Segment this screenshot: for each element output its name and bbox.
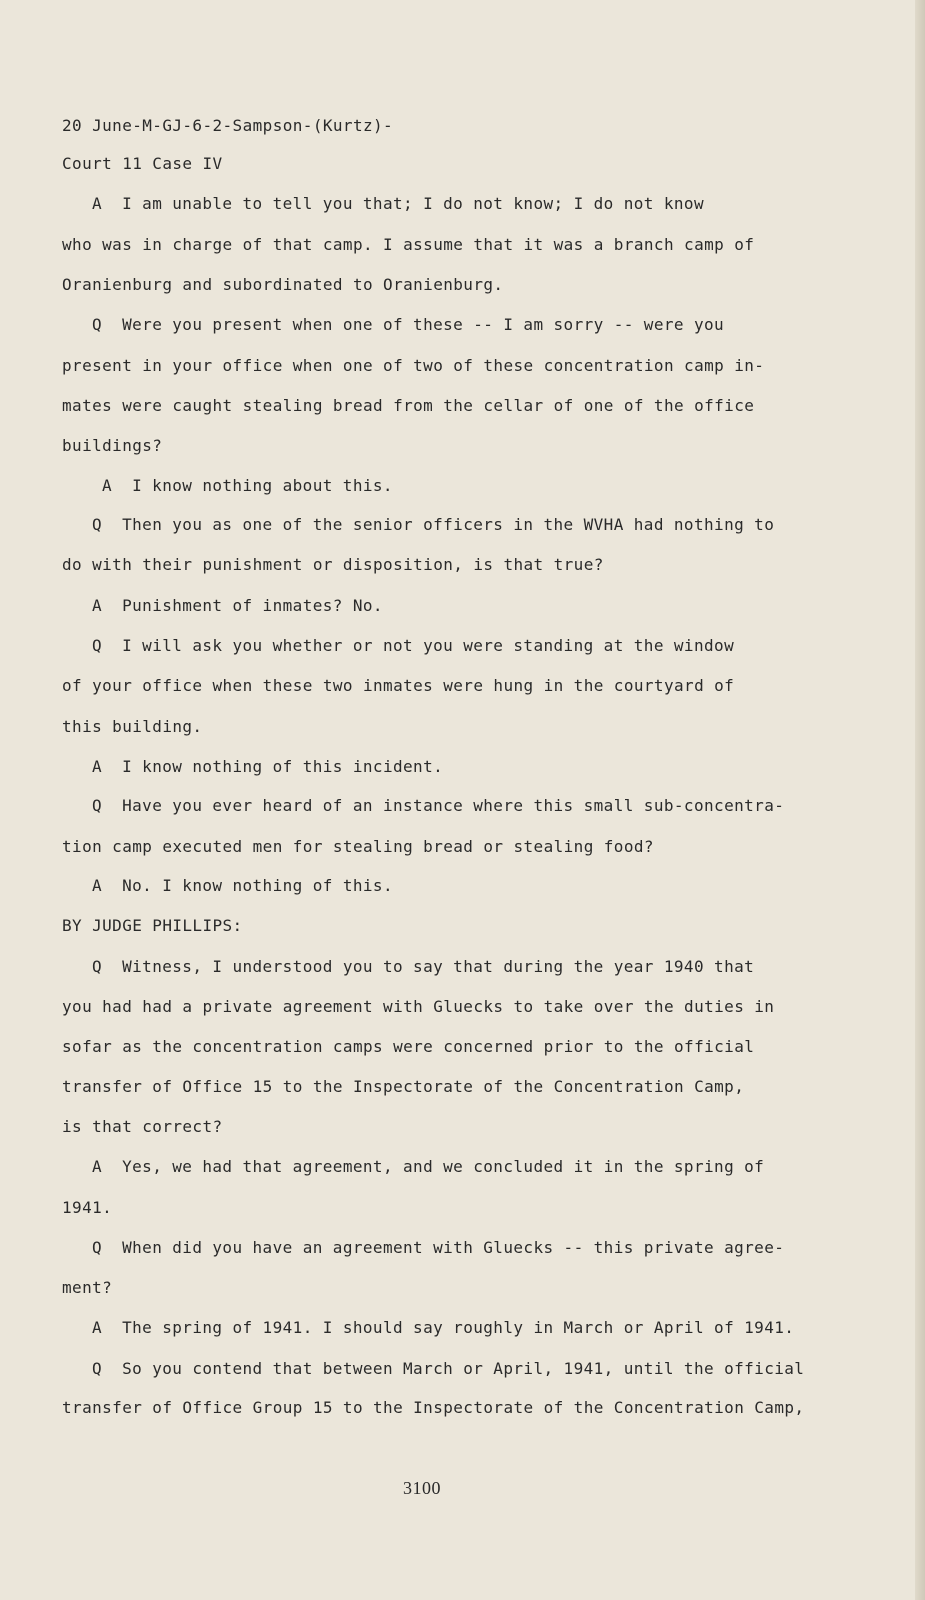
text-line: tion camp executed men for stealing bread or stealing food?: [62, 837, 654, 856]
text-line: A Punishment of inmates? No.: [92, 596, 383, 615]
text-line: do with their punishment or disposition, is that true?: [62, 555, 604, 574]
text-line: of your office when these two inmates were hung in the courtyard of: [62, 676, 735, 695]
text-line: present in your office when one of two of these concentration camp in-: [62, 356, 765, 375]
text-line: A Yes, we had that agreement, and we concluded it in the spring of: [92, 1157, 765, 1176]
text-line: ment?: [62, 1278, 113, 1297]
text-line: transfer of Office 15 to the Inspectorate of the Concentration Camp,: [62, 1077, 745, 1096]
text-line: Q Have you ever heard of an instance where this small sub-concentra-: [92, 796, 785, 815]
header-line: 20 June-M-GJ-6-2-Sampson-(Kurtz)-: [62, 116, 394, 135]
text-line: transfer of Office Group 15 to the Inspectorate of the Concentration Camp,: [62, 1398, 805, 1417]
text-line: is that correct?: [62, 1117, 223, 1136]
text-line: sofar as the concentration camps were concerned prior to the official: [62, 1037, 755, 1056]
text-line: who was in charge of that camp. I assume that it was a branch camp of: [62, 235, 755, 254]
text-line: Q So you contend that between March or April, 1941, until the official: [92, 1359, 805, 1378]
text-line: you had had a private agreement with Gluecks to take over the duties in: [62, 997, 775, 1016]
court-line: Court 11 Case IV: [62, 154, 223, 173]
text-line: 1941.: [62, 1198, 113, 1217]
text-line: Q When did you have an agreement with Gluecks -- this private agree-: [92, 1238, 785, 1257]
text-line: this building.: [62, 717, 203, 736]
text-line: Oranienburg and subordinated to Oranienburg.: [62, 275, 504, 294]
text-line: A I know nothing of this incident.: [92, 757, 444, 776]
text-line: A No. I know nothing of this.: [92, 876, 393, 895]
text-line: mates were caught stealing bread from the cellar of one of the office: [62, 396, 755, 415]
text-line: Q I will ask you whether or not you were standing at the window: [92, 636, 735, 655]
text-line: Q Then you as one of the senior officers in the WVHA had nothing to: [92, 515, 775, 534]
text-line: A I know nothing about this.: [102, 476, 393, 495]
text-line: Q Witness, I understood you to say that during the year 1940 that: [92, 957, 755, 976]
page-number: 3100: [403, 1478, 441, 1498]
text-line: A The spring of 1941. I should say roughly in March or April of 1941.: [92, 1318, 795, 1337]
section-heading: BY JUDGE PHILLIPS:: [62, 916, 243, 935]
text-line: buildings?: [62, 436, 163, 455]
text-line: A I am unable to tell you that; I do not know; I do not know: [92, 194, 705, 213]
text-line: Q Were you present when one of these -- I am sorry -- were you: [92, 315, 725, 334]
